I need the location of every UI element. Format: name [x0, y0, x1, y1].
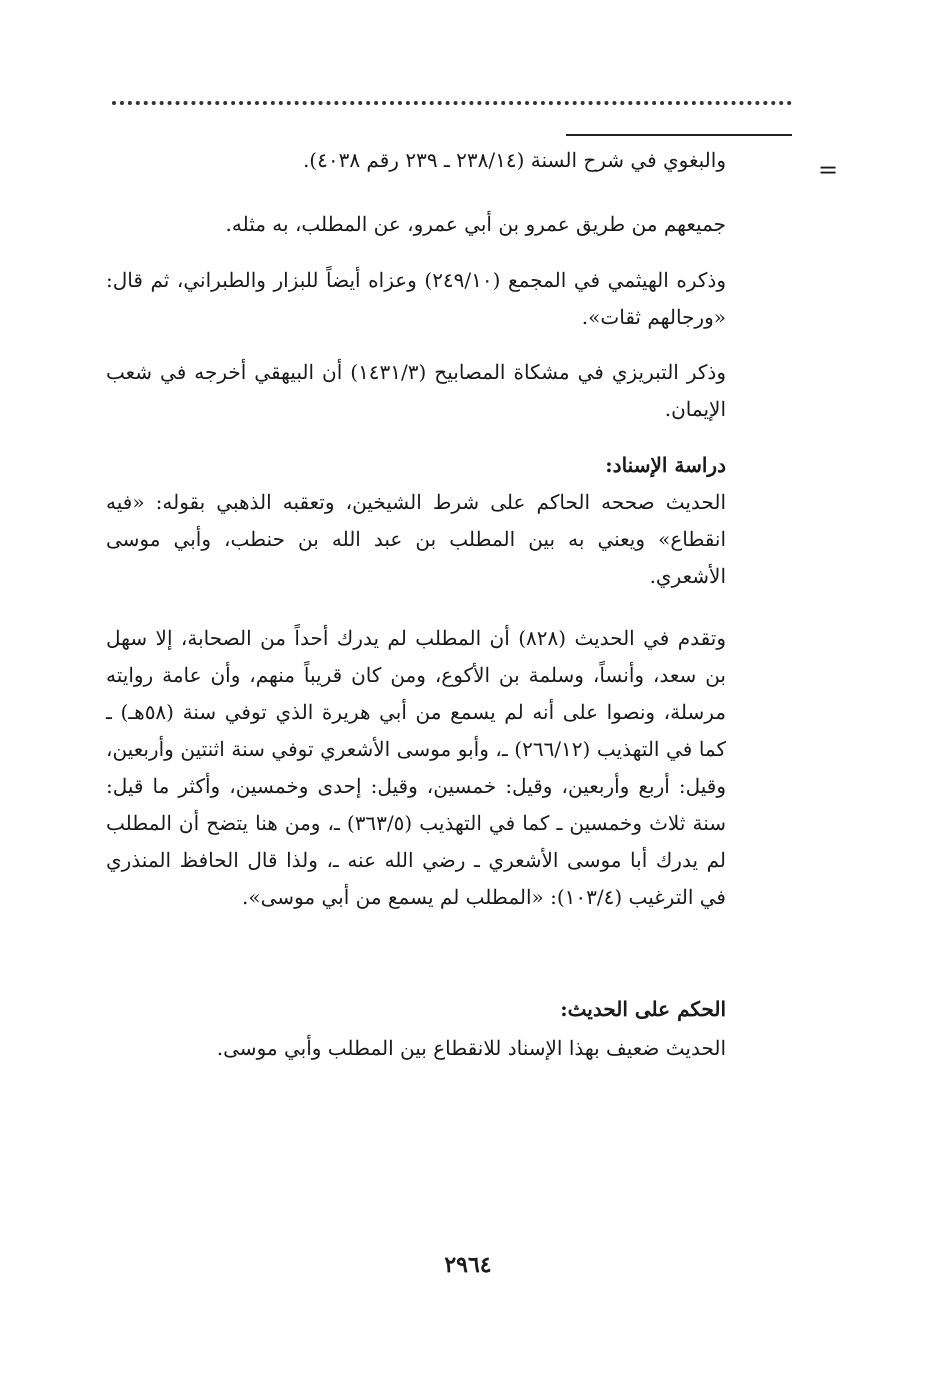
paragraph-isnad-2: وتقدم في الحديث (٨٢٨) أن المطلب لم يدرك أحداً من الصحابة، إلا سهل بن سعد، وأنساً، وسلمة بن الأكوع، ومن كان قريباً منهم، وأن عامة روايته مرسلة، ونصوا على أنه لم يسمع من أبي هريرة الذي توفي سنة (٥٨هـ) ـ كما في التهذيب (٢٦٦/١٢) ـ، وأبو موسى الأشعري توفي سنة اثنتين وأربعين، وقيل: أربع وأربعين، وقيل: خمسين، وقيل: إحدى وخمسين، وأكثر ما قيل: سنة ثلاث وخمسين ـ كما في التهذيب (٣٦٣/٥) ـ، ومن هنا يتضح أن المطلب لم يدرك أبا موسى الأشعري ـ رضي الله عنه ـ، ولذا قال الحافظ المنذري في الترغيب (١٠٣/٤): «المطلب لم يسمع من أبي موسى».	[106, 626, 727, 909]
dotted-separator	[112, 101, 792, 105]
paragraph-chain: جميعهم من طريق عمرو بن أبي عمرو، عن المطلب، به مثله.	[225, 212, 726, 236]
paragraph-haythami: وذكره الهيثمي في المجمع (٢٤٩/١٠) وعزاه أيضاً للبزار والطبراني، ثم قال: «ورجالهم ثقات».	[106, 268, 726, 329]
paragraph-ruling: الحديث ضعيف بهذا الإسناد للانقطاع بين المطلب وأبي موسى.	[216, 1036, 726, 1060]
heading-isnad-study: دراسة الإسناد:	[605, 453, 726, 477]
paragraph-tabrizi: وذكر التبريزي في مشكاة المصابيح (١٤٣١/٣) أن البيهقي أخرجه في شعب الإيمان.	[106, 360, 726, 421]
paragraph-isnad-1: الحديث صححه الحاكم على شرط الشيخين، وتعقبه الذهبي بقوله: «فيه انقطاع» ويعني به بين المطلب بن عبد الله بن حنطب، وأبي موسى الأشعري.	[106, 490, 726, 588]
heading-ruling: الحكم على الحديث:	[560, 997, 726, 1021]
paragraph-baghawi: والبغوي في شرح السنة (٢٣٨/١٤ ـ ٢٣٩ رقم ٤٠٣٨).	[302, 148, 726, 172]
continuation-mark: =	[818, 156, 839, 184]
page-number: ٢٩٦٤	[444, 1252, 492, 1278]
footnote-rule	[566, 134, 792, 136]
